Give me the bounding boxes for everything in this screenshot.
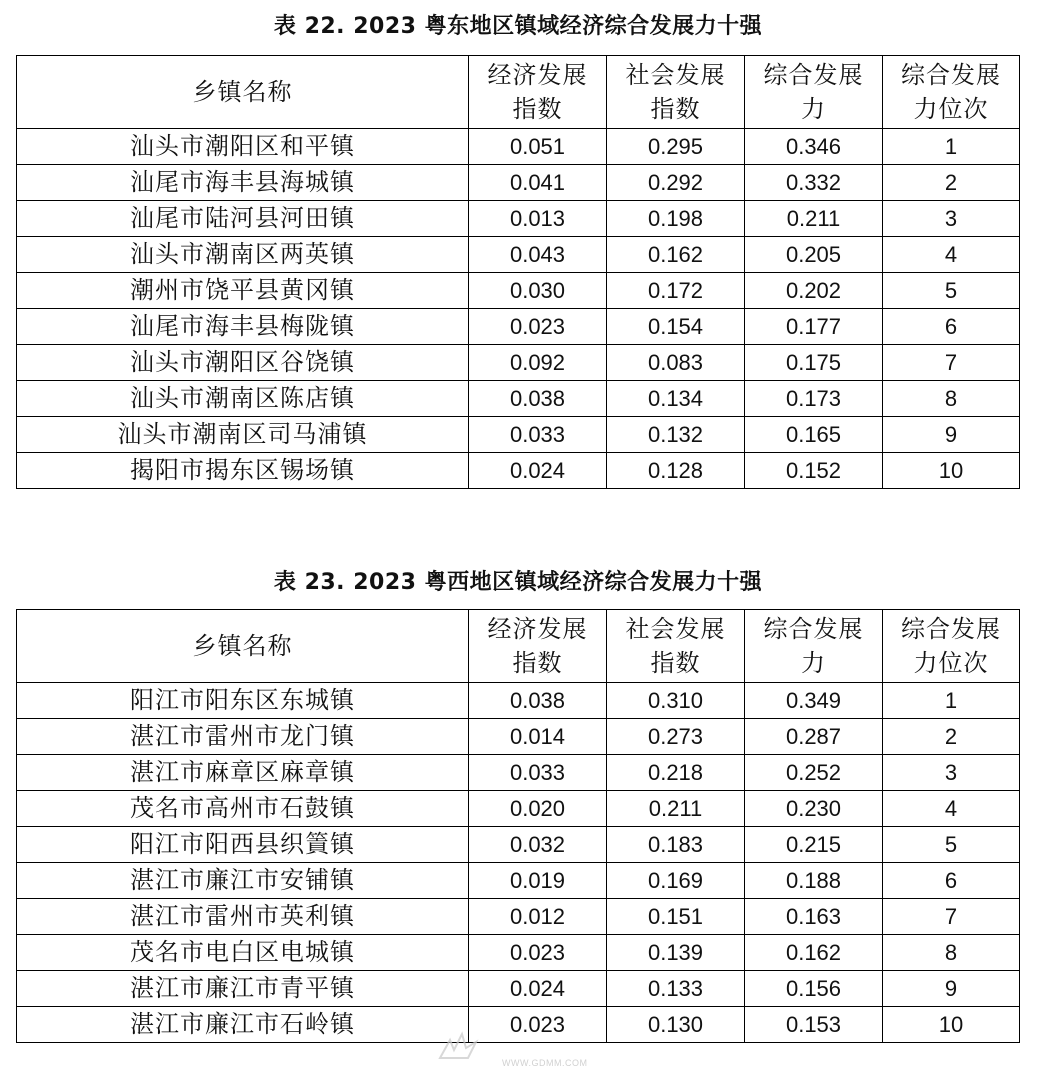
header-social-index: 社会发展指数 [607, 56, 745, 129]
header-composite-rank: 综合发展力位次 [883, 56, 1020, 129]
social-index-cell: 0.295 [607, 129, 745, 165]
town-name-cell: 汕尾市海丰县梅陇镇 [17, 309, 469, 345]
table-23 [16, 609, 1020, 1043]
social-index-cell: 0.151 [607, 899, 745, 935]
social-index-cell: 0.310 [607, 683, 745, 719]
table-header-row [17, 56, 1020, 129]
social-index-cell: 0.128 [607, 453, 745, 489]
composite-power-cell: 0.349 [745, 683, 883, 719]
economic-index-cell: 0.038 [469, 683, 607, 719]
table-23-body [17, 683, 1020, 1043]
table-row [17, 719, 1020, 755]
table-row [17, 683, 1020, 719]
table-23-caption: 表 23. 2023 粤西地区镇域经济综合发展力十强 [273, 570, 763, 595]
watermark-url: WWW.GDMM.COM [502, 1058, 588, 1068]
economic-index-cell: 0.023 [469, 935, 607, 971]
economic-index-cell: 0.012 [469, 899, 607, 935]
composite-power-cell: 0.215 [745, 827, 883, 863]
composite-rank-cell: 5 [883, 273, 1020, 309]
table-row [17, 237, 1020, 273]
town-name-cell: 汕头市潮南区司马浦镇 [17, 417, 469, 453]
town-name-cell: 潮州市饶平县黄冈镇 [17, 273, 469, 309]
composite-power-cell: 0.177 [745, 309, 883, 345]
town-name-cell: 汕尾市陆河县河田镇 [17, 201, 469, 237]
town-name-cell: 湛江市廉江市青平镇 [17, 971, 469, 1007]
table-row [17, 1007, 1020, 1043]
composite-rank-cell: 10 [883, 453, 1020, 489]
table-row [17, 345, 1020, 381]
header-economic-index: 经济发展指数 [469, 610, 607, 683]
header-town-name: 乡镇名称 [17, 610, 469, 683]
social-index-cell: 0.172 [607, 273, 745, 309]
composite-power-cell: 0.165 [745, 417, 883, 453]
composite-power-cell: 0.162 [745, 935, 883, 971]
composite-rank-cell: 5 [883, 827, 1020, 863]
composite-power-cell: 0.205 [745, 237, 883, 273]
table-row [17, 755, 1020, 791]
town-name-cell: 阳江市阳西县织篢镇 [17, 827, 469, 863]
table-row [17, 453, 1020, 489]
table-row [17, 935, 1020, 971]
social-index-cell: 0.132 [607, 417, 745, 453]
economic-index-cell: 0.043 [469, 237, 607, 273]
economic-index-cell: 0.051 [469, 129, 607, 165]
table-row [17, 863, 1020, 899]
composite-rank-cell: 9 [883, 971, 1020, 1007]
composite-power-cell: 0.202 [745, 273, 883, 309]
composite-power-cell: 0.173 [745, 381, 883, 417]
header-composite-rank: 综合发展力位次 [883, 610, 1020, 683]
social-index-cell: 0.273 [607, 719, 745, 755]
social-index-cell: 0.130 [607, 1007, 745, 1043]
table-22-body [17, 129, 1020, 489]
social-index-cell: 0.198 [607, 201, 745, 237]
economic-index-cell: 0.092 [469, 345, 607, 381]
table-row [17, 417, 1020, 453]
composite-power-cell: 0.153 [745, 1007, 883, 1043]
town-name-cell: 湛江市麻章区麻章镇 [17, 755, 469, 791]
composite-rank-cell: 1 [883, 683, 1020, 719]
social-index-cell: 0.211 [607, 791, 745, 827]
table-row [17, 165, 1020, 201]
economic-index-cell: 0.032 [469, 827, 607, 863]
table-row [17, 971, 1020, 1007]
economic-index-cell: 0.023 [469, 1007, 607, 1043]
town-name-cell: 湛江市廉江市石岭镇 [17, 1007, 469, 1043]
economic-index-cell: 0.033 [469, 417, 607, 453]
economic-index-cell: 0.023 [469, 309, 607, 345]
composite-rank-cell: 7 [883, 345, 1020, 381]
economic-index-cell: 0.030 [469, 273, 607, 309]
composite-rank-cell: 6 [883, 309, 1020, 345]
composite-rank-cell: 7 [883, 899, 1020, 935]
town-name-cell: 茂名市电白区电城镇 [17, 935, 469, 971]
town-name-cell: 汕头市潮阳区谷饶镇 [17, 345, 469, 381]
header-social-index: 社会发展指数 [607, 610, 745, 683]
header-composite-power: 综合发展力 [745, 56, 883, 129]
economic-index-cell: 0.024 [469, 453, 607, 489]
composite-rank-cell: 3 [883, 201, 1020, 237]
social-index-cell: 0.169 [607, 863, 745, 899]
town-name-cell: 湛江市雷州市英利镇 [17, 899, 469, 935]
town-name-cell: 茂名市高州市石鼓镇 [17, 791, 469, 827]
table-row [17, 129, 1020, 165]
composite-power-cell: 0.252 [745, 755, 883, 791]
social-index-cell: 0.218 [607, 755, 745, 791]
economic-index-cell: 0.038 [469, 381, 607, 417]
social-index-cell: 0.134 [607, 381, 745, 417]
composite-rank-cell: 2 [883, 719, 1020, 755]
composite-rank-cell: 6 [883, 863, 1020, 899]
header-composite-power: 综合发展力 [745, 610, 883, 683]
town-name-cell: 湛江市雷州市龙门镇 [17, 719, 469, 755]
table-row [17, 201, 1020, 237]
composite-rank-cell: 3 [883, 755, 1020, 791]
social-index-cell: 0.292 [607, 165, 745, 201]
composite-power-cell: 0.346 [745, 129, 883, 165]
economic-index-cell: 0.020 [469, 791, 607, 827]
social-index-cell: 0.154 [607, 309, 745, 345]
economic-index-cell: 0.019 [469, 863, 607, 899]
town-name-cell: 揭阳市揭东区锡场镇 [17, 453, 469, 489]
economic-index-cell: 0.014 [469, 719, 607, 755]
header-town-name: 乡镇名称 [17, 56, 469, 129]
economic-index-cell: 0.041 [469, 165, 607, 201]
social-index-cell: 0.083 [607, 345, 745, 381]
table-row [17, 791, 1020, 827]
town-name-cell: 汕头市潮南区陈店镇 [17, 381, 469, 417]
composite-rank-cell: 1 [883, 129, 1020, 165]
composite-rank-cell: 4 [883, 237, 1020, 273]
composite-rank-cell: 8 [883, 381, 1020, 417]
composite-power-cell: 0.152 [745, 453, 883, 489]
composite-rank-cell: 8 [883, 935, 1020, 971]
social-index-cell: 0.162 [607, 237, 745, 273]
composite-power-cell: 0.287 [745, 719, 883, 755]
social-index-cell: 0.139 [607, 935, 745, 971]
composite-power-cell: 0.188 [745, 863, 883, 899]
table-row [17, 899, 1020, 935]
composite-power-cell: 0.230 [745, 791, 883, 827]
header-economic-index: 经济发展指数 [469, 56, 607, 129]
economic-index-cell: 0.013 [469, 201, 607, 237]
composite-rank-cell: 2 [883, 165, 1020, 201]
town-name-cell: 汕头市潮阳区和平镇 [17, 129, 469, 165]
composite-power-cell: 0.156 [745, 971, 883, 1007]
town-name-cell: 阳江市阳东区东城镇 [17, 683, 469, 719]
composite-power-cell: 0.332 [745, 165, 883, 201]
table-22-caption: 表 22. 2023 粤东地区镇域经济综合发展力十强 [273, 14, 763, 39]
composite-power-cell: 0.211 [745, 201, 883, 237]
town-name-cell: 湛江市廉江市安铺镇 [17, 863, 469, 899]
table-row [17, 309, 1020, 345]
town-name-cell: 汕尾市海丰县海城镇 [17, 165, 469, 201]
table-22 [16, 55, 1020, 489]
table-row [17, 273, 1020, 309]
economic-index-cell: 0.033 [469, 755, 607, 791]
table-header-row [17, 610, 1020, 683]
composite-rank-cell: 10 [883, 1007, 1020, 1043]
social-index-cell: 0.133 [607, 971, 745, 1007]
social-index-cell: 0.183 [607, 827, 745, 863]
composite-rank-cell: 4 [883, 791, 1020, 827]
table-row [17, 827, 1020, 863]
composite-power-cell: 0.163 [745, 899, 883, 935]
composite-rank-cell: 9 [883, 417, 1020, 453]
economic-index-cell: 0.024 [469, 971, 607, 1007]
composite-power-cell: 0.175 [745, 345, 883, 381]
town-name-cell: 汕头市潮南区两英镇 [17, 237, 469, 273]
table-row [17, 381, 1020, 417]
